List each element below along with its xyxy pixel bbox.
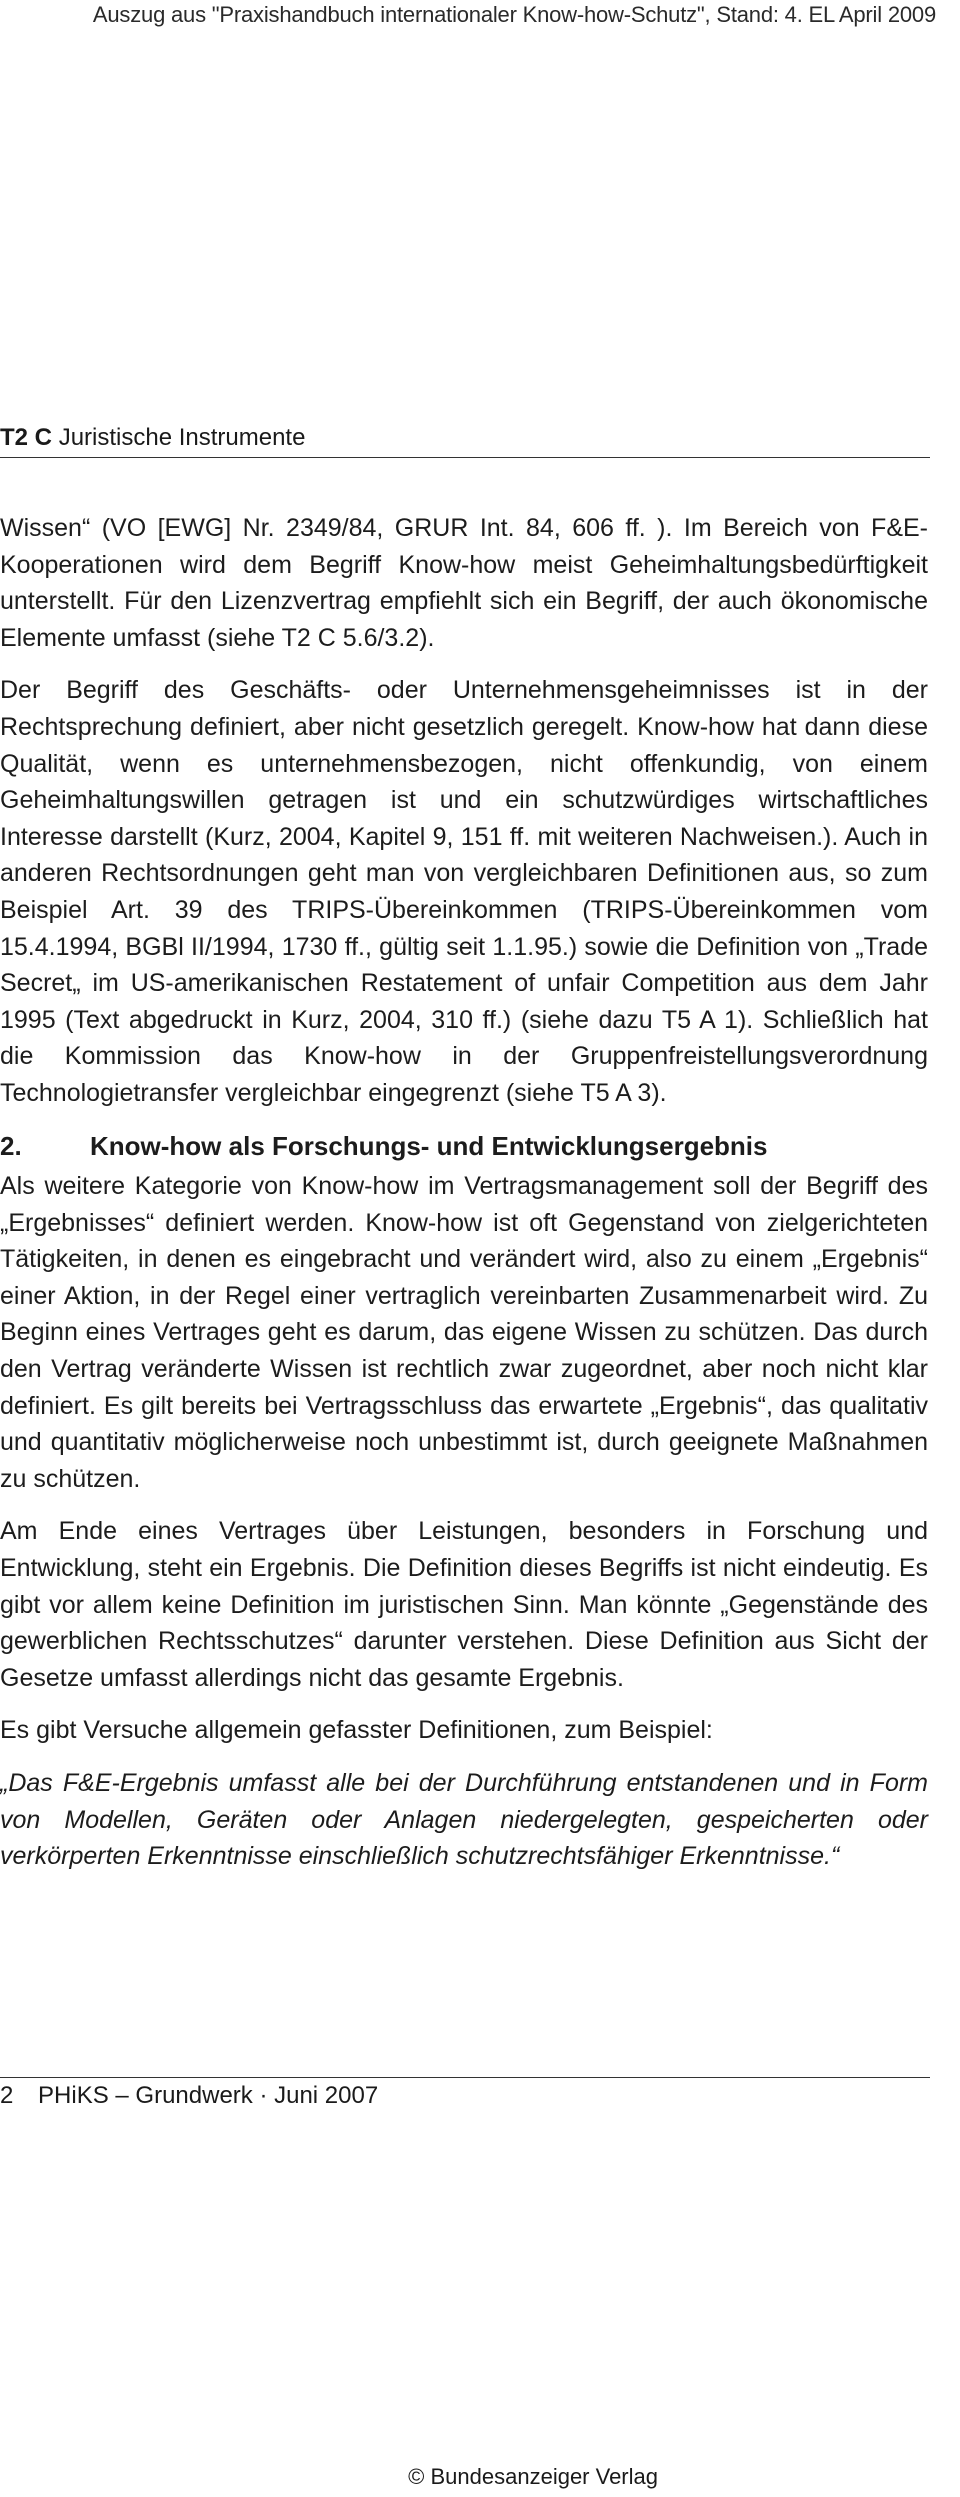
header-rule bbox=[0, 457, 930, 458]
publisher-credit: © Bundesanzeiger Verlag bbox=[408, 2464, 658, 2489]
page-footer bbox=[0, 2082, 396, 2110]
paragraph: Als weitere Kategorie von Know-how im Vertragsmanagement soll der Begriff des „Ergebnisses“ definiert werden. Know-how ist oft Gegenstand von zielgerichteten Tätigkeiten, in denen es eingebracht und verändert wird, also zu einem „Ergebnis“ einer Aktion, in der Regel einer vertraglich vereinbarten Zusammenarbeit wird. Zu Beginn eines Vertrages geht es darum, das eigene Wissen zu schützen. Das durch den Vertrag veränderte Wissen ist rechtlich zwar zugeordnet, aber noch nicht klar definiert. Es gilt bereits bei Vertragsschluss das erwartete „Ergebnis“, das qualitativ und quantitativ möglicherweise noch unbestimmt ist, durch geeignete Maßnahmen zu schützen. bbox=[0, 1172, 928, 1493]
paragraph: Es gibt Versuche allgemein gefasster Definitionen, zum Beispiel: bbox=[0, 1716, 713, 1745]
heading-text: Know-how als Forschungs- und Entwicklungsergebnis bbox=[90, 1130, 768, 1161]
page-number: 2 bbox=[0, 2082, 14, 2109]
footer-rule bbox=[0, 2077, 930, 2078]
heading-number: 2. bbox=[0, 1130, 22, 1161]
subsection-heading bbox=[0, 1128, 928, 1165]
paragraph: Der Begriff des Geschäfts- oder Unternehmensgeheimnisses ist in der Rechtsprechung definiert, aber nicht gesetzlich geregelt. Know-how hat dann diese Qualität, wenn es unternehmensbezogen, nicht offenkundig, von einem Geheimhaltungswillen getragen ist und ein schutzwürdiges wirtschaftliches Interesse darstellt (Kurz, 2004, Kapitel 9, 151 ff. mit weiteren Nachweisen.). Auch in anderen Rechtsordnungen geht man von vergleichbaren Definitionen aus, so zum Beispiel Art. 39 des TRIPS-Übereinkommen (TRIPS-Übereinkommen vom 15.4.1994, BGBl II/1994, 1730 ff., gültig seit 1.1.95.) sowie die Definition von „Trade Secret„ im US-amerikanischen Restatement of unfair Competition aus dem Jahr 1995 (Text abgedruckt in Kurz, 2004, 310 ff.) (siehe dazu T5 A 1). Schließlich hat die Kommission das Know-how in der Gruppenfreistellungsverordnung Technologietransfer vergleichbar eingegrenzt (siehe T5 A 3). bbox=[0, 676, 928, 1107]
section-header bbox=[0, 424, 305, 452]
paragraph: Am Ende eines Vertrages über Leistungen, besonders in Forschung und Entwicklung, steht ein Ergebnis. Die Definition dieses Begriffs ist nicht eindeutig. Es gibt vor allem keine Definition im juristischen Sinn. Man könnte „Gegenstände des gewerblichen Rechtsschutzes“ darunter verstehen. Diese Definition aus Sicht der Gesetze umfasst allerdings nicht das gesamte Ergebnis. bbox=[0, 1517, 928, 1692]
section-title: Juristische Instrumente bbox=[58, 424, 306, 451]
paragraph: Wissen“ (VO [EWG] Nr. 2349/84, GRUR Int. 84, 606 ff. ). Im Bereich von F&E-Kooperationen wird dem Begriff Know-how meist Geheimhaltungsbedürftigkeit unterstellt. Für den Lizenzvertrag empfiehlt sich ein Begriff, der auch ökonomische Elemente umfasst (siehe T2 C 5.6/3.2). bbox=[0, 514, 928, 652]
section-code: T2 C bbox=[0, 424, 53, 451]
running-header: Auszug aus "Praxishandbuch internationaler Know-how-Schutz", Stand: 4. EL April 2009 bbox=[92, 2, 936, 27]
publication-info: PHiKS – Grundwerk · Juni 2007 bbox=[38, 2082, 379, 2109]
body-text bbox=[0, 510, 928, 1891]
definition-quote: „Das F&E-Ergebnis umfasst alle bei der Durchführung entstandenen und in Form von Modellen, Geräten oder Anlagen niedergelegten, gespeicherten oder verkörperten Erkenntnisse einschließlich schutzrechtsfähiger Erkenntnisse.“ bbox=[0, 1769, 928, 1871]
